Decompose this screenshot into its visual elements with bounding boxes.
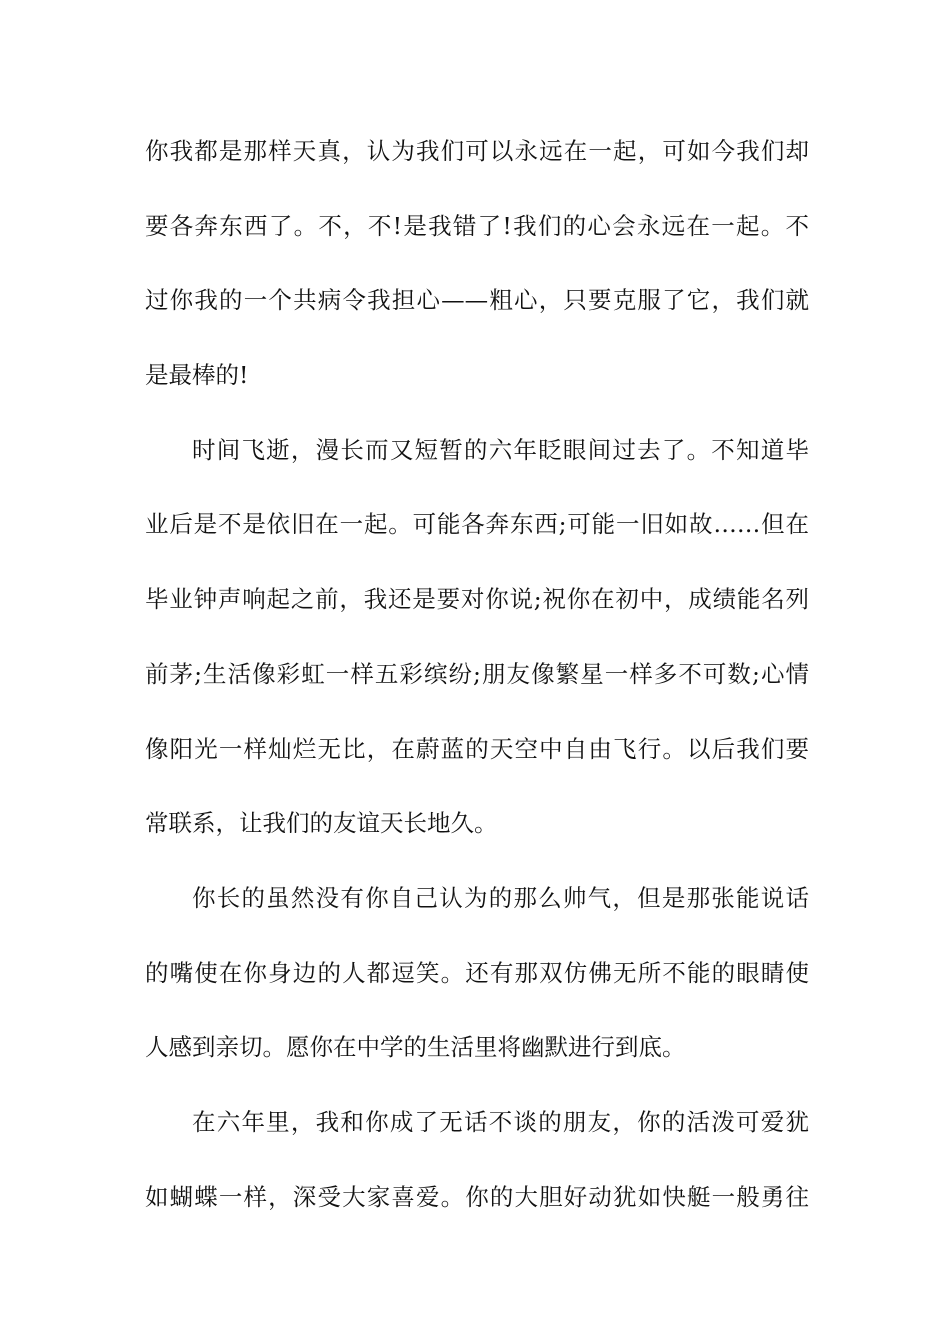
paragraph-4 [145,1099,809,1248]
text-line: 要各奔东西了。不，不!是我错了!我们的心会永远在一起。不 [145,211,809,240]
text-line: 过你我的一个共病令我担心——粗心，只要克服了它，我们就 [145,286,809,315]
text-line: 人感到亲切。愿你在中学的生活里将幽默进行到底。 [145,1033,686,1062]
text-line: 毕业钟声响起之前，我还是要对你说;祝你在初中，成绩能名列 [145,585,809,614]
text-line: 如蝴蝶一样，深受大家喜爱。你的大胆好动犹如快艇一般勇往 [145,1182,809,1211]
text-line: 在六年里，我和你成了无话不谈的朋友，你的活泼可爱犹 [192,1107,809,1136]
paragraph-2 [145,427,809,875]
text-line: 你我都是那样天真，认为我们可以永远在一起，可如今我们却 [145,137,809,165]
document-body [145,128,809,1248]
paragraph-3 [145,875,809,1099]
text-line: 业后是不是依旧在一起。可能各奔东西;可能一旧如故……但在 [145,510,809,539]
text-line: 你长的虽然没有你自己认为的那么帅气，但是那张能说话 [192,883,809,912]
text-line: 的嘴使在你身边的人都逗笑。还有那双仿佛无所不能的眼睛使 [145,958,809,987]
text-line: 前茅;生活像彩虹一样五彩缤纷;朋友像繁星一样多不可数;心情 [145,659,809,688]
paragraph-1 [145,128,809,427]
text-line: 像阳光一样灿烂无比，在蔚蓝的天空中自由飞行。以后我们要 [145,734,809,763]
text-line: 是最棒的! [145,361,249,390]
text-line: 时间飞逝，漫长而又短暂的六年眨眼间过去了。不知道毕 [192,435,809,464]
text-line: 常联系，让我们的友谊天长地久。 [145,809,498,838]
